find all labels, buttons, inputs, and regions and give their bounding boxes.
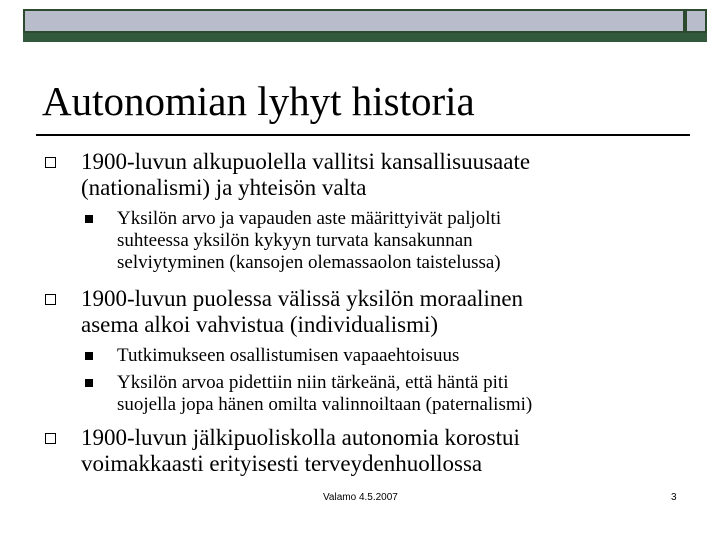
slide-title: Autonomian lyhyt historia bbox=[42, 78, 475, 124]
footer-center-text: Valamo 4.5.2007 bbox=[323, 492, 398, 503]
title-divider bbox=[36, 134, 690, 136]
filled-square-bullet-icon bbox=[85, 379, 93, 387]
header-decoration-corner-bar bbox=[685, 33, 707, 42]
bullet-line: (nationalismi) ja yhteisön valta bbox=[81, 175, 367, 200]
bullet-line: 1900-luvun puolessa välissä yksilön moraalinen bbox=[81, 286, 524, 311]
filled-square-bullet-icon bbox=[85, 215, 93, 223]
bullet-line: 1900-luvun jälkipuoliskolla autonomia korostui bbox=[81, 425, 520, 450]
bullet-text bbox=[81, 425, 520, 477]
bullet-text bbox=[81, 149, 530, 201]
hollow-square-bullet-icon bbox=[45, 157, 56, 168]
bullet-line: voimakkaasti erityisesti terveydenhuollossa bbox=[81, 451, 483, 476]
header-decoration-bar bbox=[23, 33, 685, 42]
sub-bullet-text bbox=[117, 345, 459, 367]
hollow-square-bullet-icon bbox=[45, 433, 56, 444]
slide-number: 3 bbox=[671, 492, 677, 503]
header-decoration-box bbox=[23, 9, 685, 33]
sub-bullet-line: suojella jopa hänen omilta valinnoiltaan (paternalismi) bbox=[117, 394, 533, 415]
bullet-line: asema alkoi vahvistua (individualismi) bbox=[81, 312, 439, 337]
sub-bullet-line: Yksilön arvo ja vapauden aste määrittyivät paljolti bbox=[117, 208, 502, 229]
hollow-square-bullet-icon bbox=[45, 294, 56, 305]
sub-bullet-text bbox=[117, 372, 532, 416]
sub-bullet-line: selviytyminen (kansojen olemassaolon taistelussa) bbox=[117, 252, 501, 273]
bullet-line: 1900-luvun alkupuolella vallitsi kansallisuusaate bbox=[81, 149, 531, 174]
bullet-text bbox=[81, 286, 523, 338]
sub-bullet-line: Yksilön arvoa pidettiin niin tärkeänä, että häntä piti bbox=[117, 372, 509, 393]
sub-bullet-line: suhteessa yksilön kykyyn turvata kansakunnan bbox=[117, 230, 473, 251]
header-decoration-corner-box bbox=[685, 9, 707, 33]
sub-bullet-line: Tutkimukseen osallistumisen vapaaehtoisuus bbox=[117, 345, 460, 366]
sub-bullet-text bbox=[117, 208, 501, 274]
filled-square-bullet-icon bbox=[85, 352, 93, 360]
